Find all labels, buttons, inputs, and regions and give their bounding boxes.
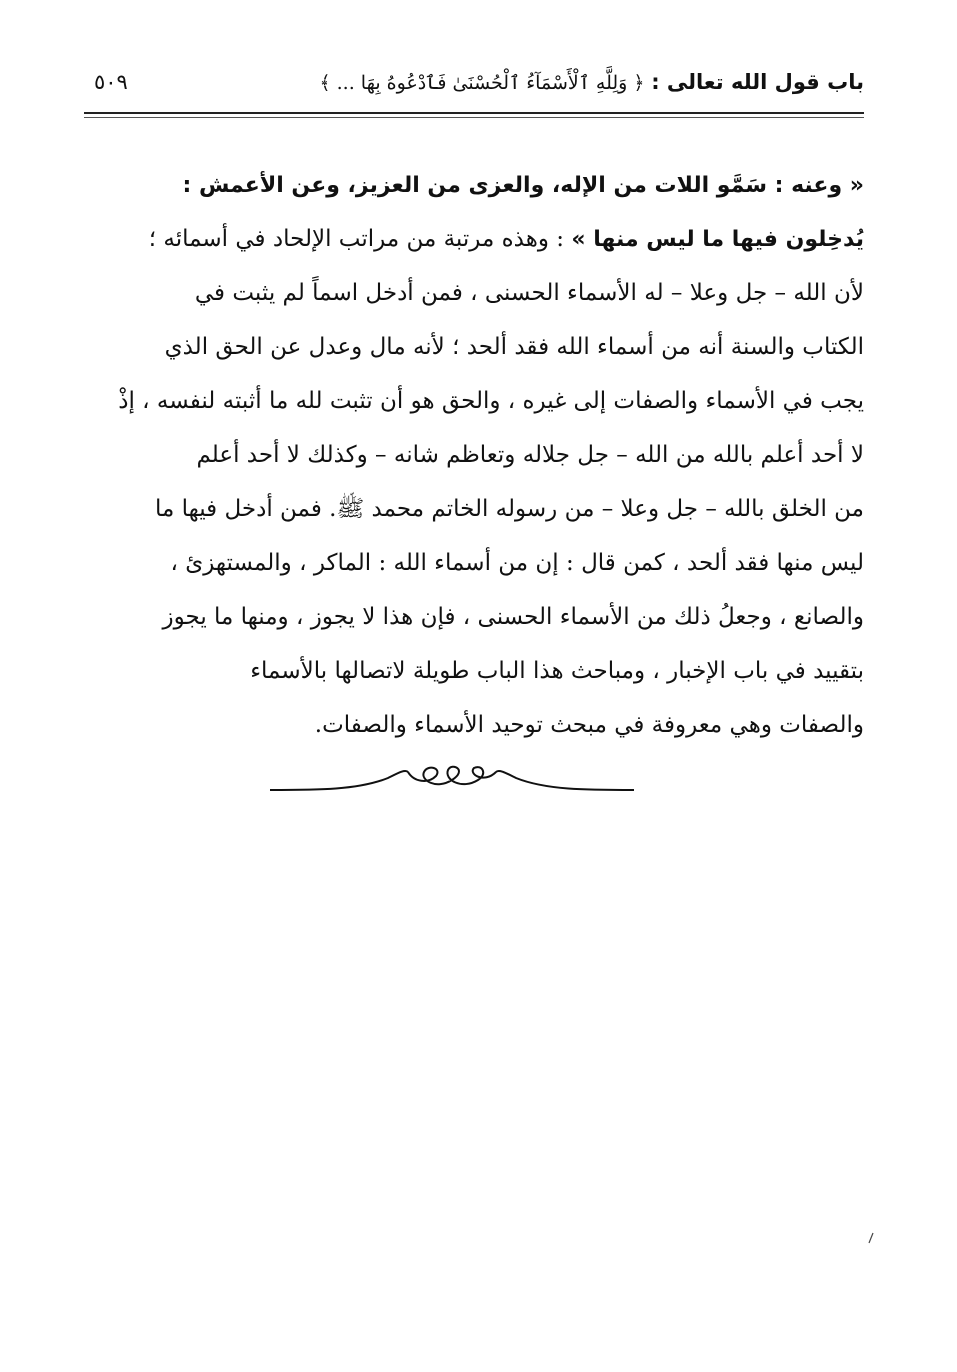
text-line: ليس منها فقد ألحد ، كمن قال : إن من أسماء الله : الماكر ، والمستهزئ ،: [170, 550, 864, 576]
body-text: [84, 158, 864, 752]
text-line: يجب في الأسماء والصفات إلى غيره ، والحق هو أن تثبت لله ما أثبته لنفسه ، إذْ: [118, 388, 864, 414]
quoted-text: يُدخِلون فيها ما ليس منها »: [571, 227, 864, 252]
text-line: من الخلق بالله – جل وعلا – من رسوله الخاتم محمد ﷺ. فمن أدخل فيها ما: [154, 496, 864, 522]
page-number: ٥٠٩: [94, 70, 128, 94]
header-rule-thin: [84, 117, 864, 118]
text-line: لأن الله – جل وعلا – له الأسماء الحسنى ، فمن أدخل اسماً لم يثبت في: [194, 280, 864, 306]
text-line: والصانع ، وجعلُ ذلك من الأسماء الحسنى ، فإن هذا لا يجوز ، ومنها ما يجوز: [162, 604, 864, 630]
header-rule: [84, 112, 864, 114]
running-title-verse: ﴿ وَلِلَّهِ ٱلْأَسْمَآءُ ٱلْحُسْنَىٰ فَٱدْعُوهُ بِهَا ... ﴾: [319, 72, 645, 94]
stray-mark: [868, 1232, 874, 1244]
quoted-text: « وعنه : سَمَّو اللات من الإله، والعزى من العزيز، وعن الأعمش :: [182, 173, 864, 198]
text-fragment: : وهذه مرتبة من مراتب الإلحاد في أسمائه ؛: [148, 226, 572, 252]
running-title-label: باب قول الله تعالى :: [651, 70, 864, 94]
running-title: [319, 70, 864, 94]
text-line: بتقييد في باب الإخبار ، ومباحث هذا الباب طويلة لاتصالها بالأسماء: [250, 658, 864, 684]
text-line: [84, 158, 864, 212]
end-ornament-icon: [268, 756, 636, 800]
text-line: والصفات وهي معروفة في مبحث توحيد الأسماء والصفات.: [314, 712, 864, 738]
text-line: [84, 212, 864, 266]
page-header: [84, 62, 864, 108]
text-line: لا أحد أعلم بالله من الله – جل جلاله وتعاظم شانه – وكذلك لا أحد أعلم: [196, 442, 864, 468]
text-line: الكتاب والسنة أنه من أسماء الله فقد ألحد ؛ لأنه مال وعدل عن الحق الذي: [164, 334, 864, 360]
